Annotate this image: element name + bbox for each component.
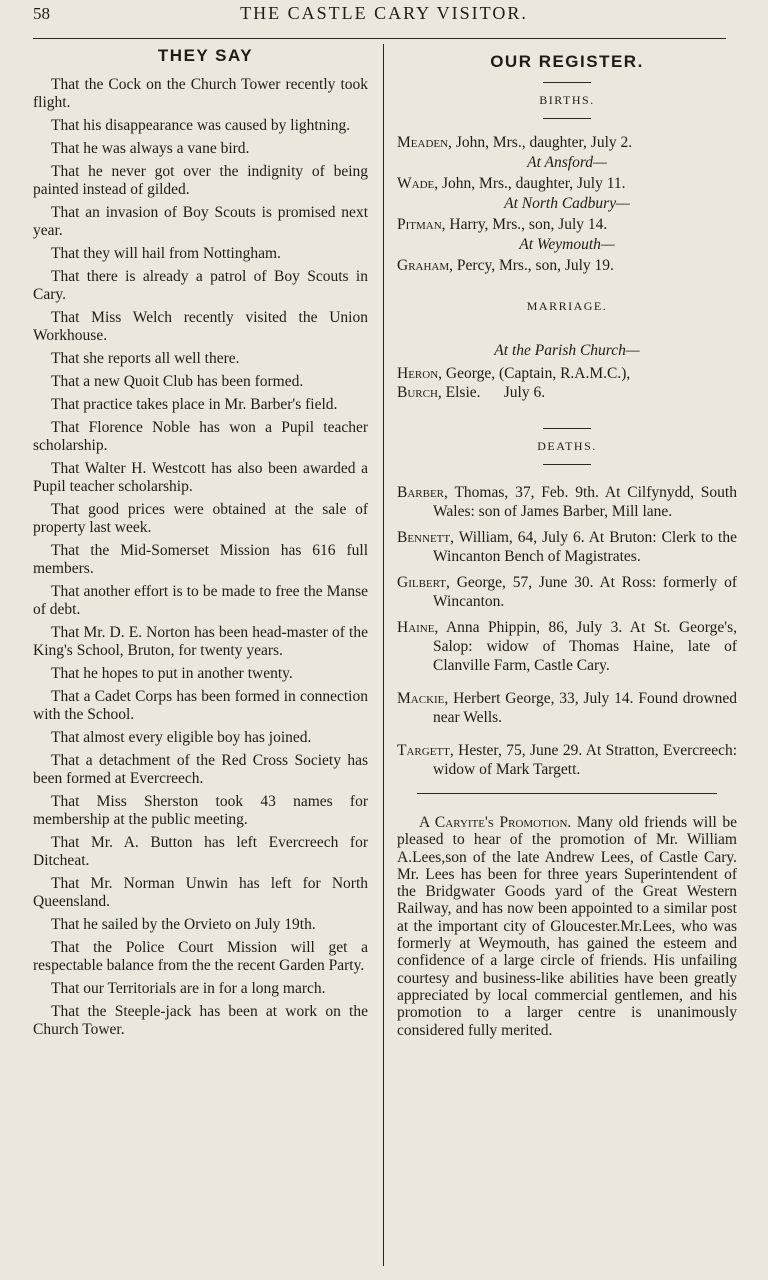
entry-text: John, Mrs., daughter, July 2. [455,134,633,151]
they-say-item: That she reports all well there. [51,350,240,367]
they-say-item: That he hopes to put in another twenty. [51,665,293,682]
surname: Wade, [397,175,439,192]
birth-entry [397,215,737,234]
they-say-item: That the Steeple-jack has been at work on the Church Tower. [33,1003,368,1038]
surname: Meaden, [397,134,452,151]
they-say-item: That the Cock on the Church Tower recently took flight. [33,76,368,111]
entry-text: Hester, 75, June 29. At Stratton, Evercreech: widow of Mark Targett. [433,742,738,778]
ornament-rule [543,428,591,429]
entry-text: Thomas, 37, Feb. 9th. At Cilfynydd, South Wales: son of James Barber, Mill lane. [433,484,737,520]
they-say-item: That Miss Sherston took 43 names for membership at the public meeting. [33,793,368,828]
section-rule [417,793,717,794]
they-say-item: That Miss Welch recently visited the Union Workhouse. [33,309,368,344]
they-say-item: That Mr. A. Button has left Evercreech for Ditcheat. [33,834,368,869]
they-say-item: That he was always a vane bird. [51,140,250,157]
entry-text: William, 64, July 6. At Bruton: Clerk to the Wincanton Bench of Magistrates. [433,529,737,565]
they-say-item: That practice takes place in Mr. Barber's field. [51,396,338,413]
ornament-rule [543,82,591,83]
surname: Burch, [397,384,442,401]
births-heading: BIRTHS. [539,93,595,107]
surname: Haine, [397,619,439,636]
they-say-item: That our Territorials are in for a long march. [51,980,326,997]
page-number: 58 [33,4,50,23]
birth-place: At North Cadbury— [504,195,630,212]
they-say-item: That the Mid-Somerset Mission has 616 full members. [33,542,368,577]
they-say-item: That Walter H. Westcott has also been awarded a Pupil teacher scholarship. [33,460,368,495]
death-entry [397,528,737,566]
surname: Barber, [397,484,448,501]
entry-text: Harry, Mrs., son, July 14. [449,216,608,233]
they-say-item: That there is already a patrol of Boy Scouts in Cary. [33,268,368,303]
entry-text: Anna Phippin, 86, July 3. At St. George's, Salop: widow of Thomas Haine, late of Clanville Farm, Castle Cary. [433,619,737,674]
they-say-item: That he sailed by the Orvieto on July 19th. [51,916,316,933]
birth-place: At Weymouth— [519,236,615,253]
death-entry [397,689,737,727]
column-divider [383,44,384,1266]
death-entry [397,483,737,521]
they-say-title: THEY SAY [157,46,254,65]
they-say-item: That almost every eligible boy has joined. [51,729,312,746]
promotion-article [397,814,737,1039]
surname: Targett, [397,742,454,759]
marriage-place: At the Parish Church— [494,342,640,359]
death-entry [397,741,737,779]
surname: Mackie, [397,690,449,707]
marriage-heading: MARRIAGE. [526,299,608,313]
they-say-column [33,46,368,1044]
they-say-item: That his disappearance was caused by lightning. [51,117,351,134]
promotion-body: Many old friends will be pleased to hear of the promotion of Mr. William A.Lees,son of the late Andrew Lees, of Castle Cary. Mr. Lees has been for three years Superintendent of the Bridgwater Goods yard of the Great Western Railway, and has now been appointed to a similar post at the important city of Gloucester.Mr.Lees, who was formerly at Weymouth, has gained the esteem and confidence of a large circle of friends. His unfailing courtesy and business-like abilities have been greatly appreciated by local commercial gentlemen, and his promotion to a larger centre is unanimously considered fully merited. [397,814,737,1039]
they-say-item: That a detachment of the Red Cross Society has been formed at Evercreech. [33,752,368,787]
they-say-item: That Mr. Norman Unwin has left for North Queensland. [33,875,368,910]
they-say-item: That a Cadet Corps has been formed in connection with the School. [33,688,368,723]
death-entry [397,618,737,675]
marriage-entry [397,364,737,402]
they-say-item: That an invasion of Boy Scouts is promised next year. [33,204,368,239]
surname: Heron, [397,365,443,382]
entry-text: Elsie. July 6. [445,384,546,401]
birth-entry [397,174,737,193]
entry-text: John, Mrs., daughter, July 11. [442,175,626,192]
deaths-heading: DEATHS. [537,439,597,453]
they-say-item: That another effort is to be made to free the Manse of debt. [33,583,368,618]
ornament-rule [543,464,591,465]
they-say-item: That he never got over the indignity of being painted instead of gilded. [33,163,368,198]
they-say-item: That they will hail from Nottingham. [51,245,281,262]
running-head: THE CASTLE CARY VISITOR. [240,3,528,23]
promotion-heading: A Caryite's Promotion. [419,814,572,831]
surname: Bennett, [397,529,454,546]
register-column [397,48,737,1039]
they-say-item: That a new Quoit Club has been formed. [51,373,304,390]
birth-entry [397,256,737,275]
surname: Gilbert, [397,574,450,591]
header-rule [33,38,726,39]
register-title: OUR REGISTER. [490,52,644,71]
surname: Pitman, [397,216,446,233]
surname: Graham, [397,257,454,274]
entry-text: George, 57, June 30. At Ross: formerly of Wincanton. [433,574,737,610]
ornament-rule [543,118,591,119]
birth-entry [397,133,737,152]
entry-text: Herbert George, 33, July 14. Found drowned near Wells. [433,690,737,726]
they-say-item: That good prices were obtained at the sale of property last week. [33,501,368,536]
birth-place: At Ansford— [527,154,607,171]
they-say-item: That the Police Court Mission will get a respectable balance from the the recent Garden Party. [33,939,368,974]
they-say-item: That Mr. D. E. Norton has been head-master of the King's School, Bruton, for twenty years. [33,624,368,659]
death-entry [397,573,737,611]
entry-text: Percy, Mrs., son, July 19. [456,257,614,274]
they-say-item: That Florence Noble has won a Pupil teacher scholarship. [33,419,368,454]
entry-text: George, (Captain, R.A.M.C.), [445,365,631,382]
